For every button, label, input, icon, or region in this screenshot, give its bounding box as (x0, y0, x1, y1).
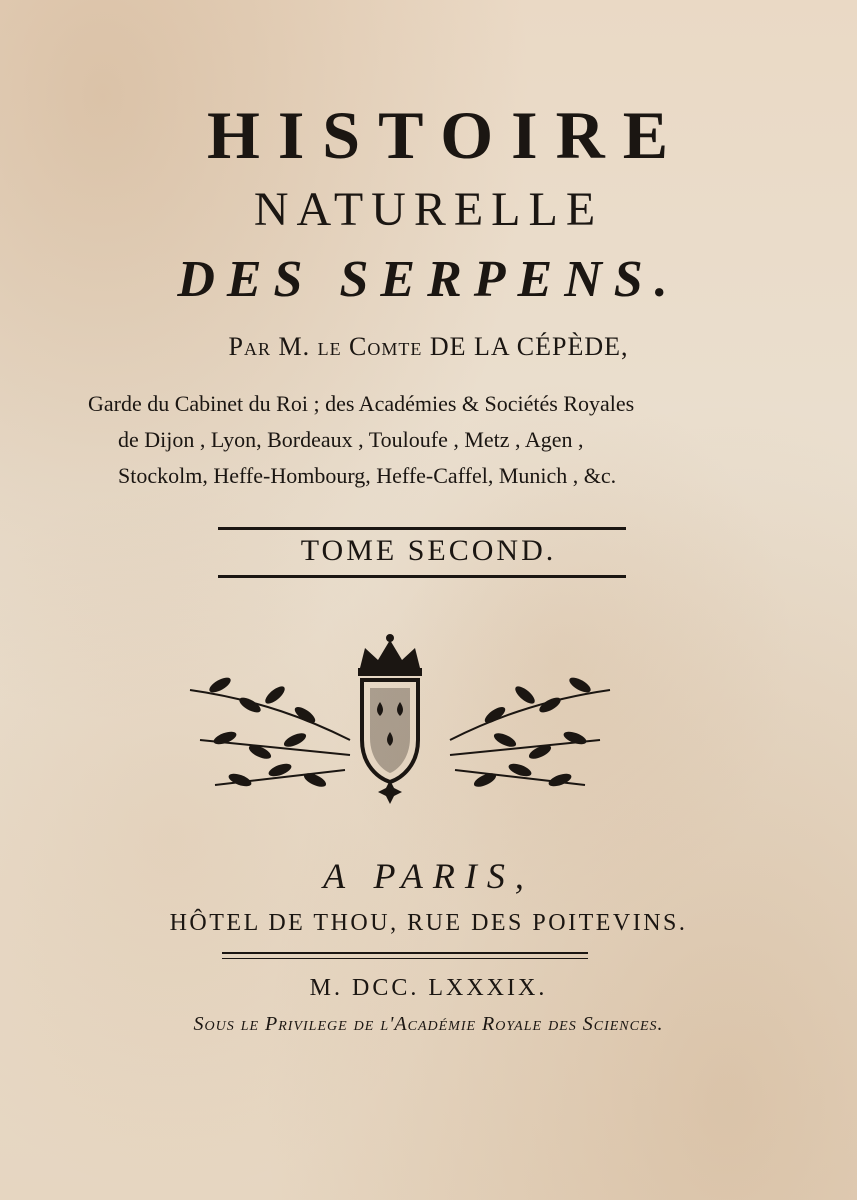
royal-arms-fleuron-icon (180, 630, 620, 810)
rule-imprint-top (222, 952, 588, 954)
rule-above-tome (218, 527, 626, 530)
volume-label: TOME SECOND. (300, 534, 557, 567)
title-des-serpens: DES SERPENS. (177, 251, 680, 308)
title-histoire: HISTOIRE (206, 97, 687, 173)
imprint-city: A PARIS, (323, 856, 534, 896)
author-line: Par M. le Comte DE LA CÉPÈDE, (228, 332, 629, 361)
rule-imprint-bottom (222, 958, 588, 959)
author-titles-line-1: Garde du Cabinet du Roi ; des Académies & Sociétés Royales (88, 391, 635, 416)
imprint-address: HÔTEL DE THOU, RUE DES POITEVINS. (169, 910, 688, 936)
title-naturelle: NATURELLE (253, 183, 604, 236)
author-titles (88, 386, 788, 494)
imprint-privilege: Sous le Privilege de l'Académie Royale des Sciences. (193, 1013, 664, 1035)
author-titles-line-2: de Dijon , Lyon, Bordeaux , Touloufe , Metz , Agen , (118, 427, 584, 452)
rule-below-tome (218, 575, 626, 578)
author-titles-line-3: Stockolm, Heffe-Hombourg, Heffe-Caffel, Munich , &c. (118, 463, 617, 488)
imprint-year: M. DCC. LXXXIX. (309, 975, 548, 1001)
